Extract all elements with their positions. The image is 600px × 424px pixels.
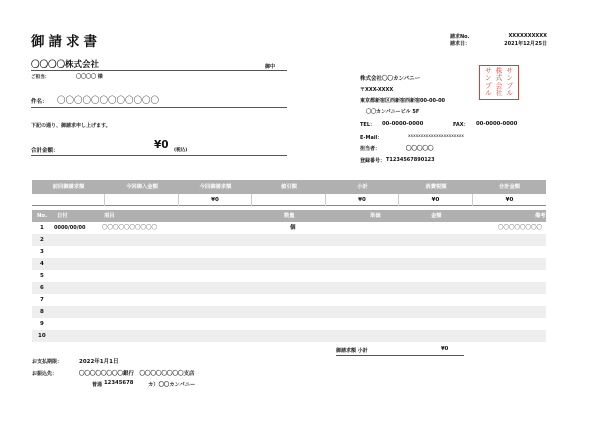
subject-label: 件名： — [31, 99, 48, 105]
row-no: 8 — [40, 309, 44, 315]
subtotal-label: 御請求額 小計 — [336, 348, 368, 354]
table-row — [32, 246, 546, 258]
table-row — [32, 318, 546, 330]
items-header-amount: 金額 — [431, 213, 442, 219]
total-tax-note: (税込) — [174, 148, 188, 153]
seal-char: 式 — [495, 74, 503, 83]
row-no: 5 — [40, 273, 44, 279]
total-underline — [31, 155, 287, 156]
summary-value-cell — [32, 194, 105, 206]
issuer-tel-value: 00-0000-0000 — [382, 121, 424, 127]
summary-header-cell: 小計 — [357, 184, 368, 190]
items-header-unit: 単価 — [370, 213, 381, 219]
summary-header-cell: 消費税額 — [425, 184, 447, 190]
subject-underline — [31, 107, 287, 108]
issuer-fax-value: 00-0000-0000 — [476, 121, 518, 127]
seal-char: ル — [506, 88, 513, 97]
summary-value-cell — [252, 194, 326, 206]
row-no: 2 — [40, 237, 44, 243]
invoice-no-value: XXXXXXXXXX — [508, 33, 547, 39]
summary-header-cell: 前回御請求額 — [52, 184, 85, 190]
total-value: ¥0 — [154, 139, 169, 151]
table-row — [32, 294, 546, 306]
table-row — [32, 306, 546, 318]
due-date-label: お支払期限： — [32, 359, 63, 365]
row-date: 0000/00/00 — [54, 225, 86, 231]
summary-table — [32, 180, 546, 206]
issuer-reg-label: 登録番号： — [360, 158, 386, 164]
due-date-value: 2022年1月1日 — [79, 359, 119, 365]
table-row — [32, 222, 546, 234]
issuer-reg-value: T1234567890123 — [386, 157, 435, 163]
issuer-address2: 〇〇カンパニービル 5F — [366, 109, 420, 115]
person-value: 〇〇〇〇 様 — [76, 74, 103, 80]
row-no: 3 — [40, 249, 44, 255]
issuer-company: 株式会社〇〇カンパニー — [360, 76, 421, 82]
row-unit: 個 — [290, 225, 296, 231]
items-header-qty: 数量 — [284, 213, 295, 219]
account-number: 12345678 — [104, 380, 134, 386]
items-header-no: No. — [37, 213, 48, 219]
seal-char: プ — [485, 81, 492, 90]
account-type: 普通 — [92, 382, 103, 388]
issuer-postal: 〒XXX-XXXX — [360, 87, 394, 93]
summary-value-cell: ¥0 — [399, 194, 473, 206]
seal-char: サ — [506, 67, 513, 75]
summary-header-cell: 値引額 — [281, 184, 297, 190]
summary-header-row — [32, 180, 546, 194]
summary-value-cell: ¥0 — [179, 194, 252, 206]
subtotal-value: ¥0 — [441, 346, 449, 352]
row-no: 6 — [40, 285, 44, 291]
summary-header-cell: 合計金額 — [498, 184, 521, 190]
row-no: 10 — [38, 333, 46, 339]
summary-value-cell: ¥0 — [505, 197, 514, 203]
row-no: 9 — [40, 321, 44, 327]
seal-char: サ — [485, 67, 492, 75]
row-no: 1 — [40, 225, 44, 231]
customer-underline — [31, 70, 287, 71]
person-label: ご担当： — [31, 75, 50, 80]
invoice-no-label: 請求No. — [450, 34, 470, 40]
row-remarks: 〇〇〇〇〇〇〇〇 — [498, 225, 543, 231]
summary-value-row — [32, 194, 546, 206]
total-label: 合計金額： — [31, 148, 59, 154]
seal-char: ン — [506, 74, 513, 83]
issuer-tel-label: TEL： — [360, 122, 376, 128]
issuer-email-value: xxxxxxxxxxxxxxxxxxxxxx — [408, 134, 464, 139]
table-row — [32, 234, 546, 246]
summary-value-cell: ¥0 — [326, 194, 399, 206]
table-row — [32, 270, 546, 282]
items-header-remarks: 備考 — [535, 213, 546, 219]
bank-value: 〇〇〇〇〇〇〇〇銀行 〇〇〇〇〇〇〇〇支店 — [79, 371, 195, 377]
invoice-note: 下記の通り、御請求申し上げます。 — [31, 123, 111, 129]
table-row — [32, 258, 546, 270]
account-name: カ）〇〇カンパニー — [148, 382, 196, 388]
bank-label: お振込先： — [32, 371, 58, 377]
summary-header-cell: 今回御請求額 — [199, 184, 232, 190]
customer-honorific: 御中 — [265, 64, 276, 70]
items-header-date: 日付 — [57, 213, 68, 219]
seal-char: 会 — [495, 81, 503, 90]
items-header-row — [32, 210, 546, 222]
issuer-rep-value: 〇〇〇〇〇 — [406, 146, 434, 152]
company-seal-stamp — [479, 65, 519, 100]
table-row — [32, 330, 546, 342]
row-item: 〇〇〇〇〇〇〇〇〇〇 — [102, 225, 158, 231]
seal-char: 社 — [495, 88, 503, 97]
summary-header-cell: 今回御入金額 — [126, 184, 158, 190]
issuer-rep-label: 担当者： — [360, 146, 381, 152]
issuer-email-label: E-Mail： — [360, 135, 383, 141]
issuer-fax-label: FAX： — [453, 122, 469, 128]
invoice-date-value: 2021年12月25日 — [504, 41, 547, 47]
subtotal-underline — [336, 355, 464, 356]
page-title: 御請求書 — [31, 34, 101, 50]
seal-char: 株 — [495, 67, 503, 75]
seal-char: ル — [485, 88, 492, 97]
row-no: 4 — [40, 261, 44, 267]
customer-company: 〇〇〇〇株式会社 — [31, 60, 100, 70]
issuer-address1: 東京都新宿区西新宿西新宿00-00-00 — [360, 98, 446, 104]
table-row — [32, 282, 546, 294]
row-no: 7 — [40, 297, 44, 303]
seal-char: プ — [506, 81, 513, 90]
subject-value: 〇〇〇〇〇〇〇〇〇〇〇〇 — [57, 96, 160, 106]
summary-value-cell — [105, 194, 179, 206]
items-header-item: 項目 — [104, 213, 115, 219]
invoice-date-label: 請求日： — [450, 41, 471, 47]
seal-char: ン — [485, 74, 492, 83]
